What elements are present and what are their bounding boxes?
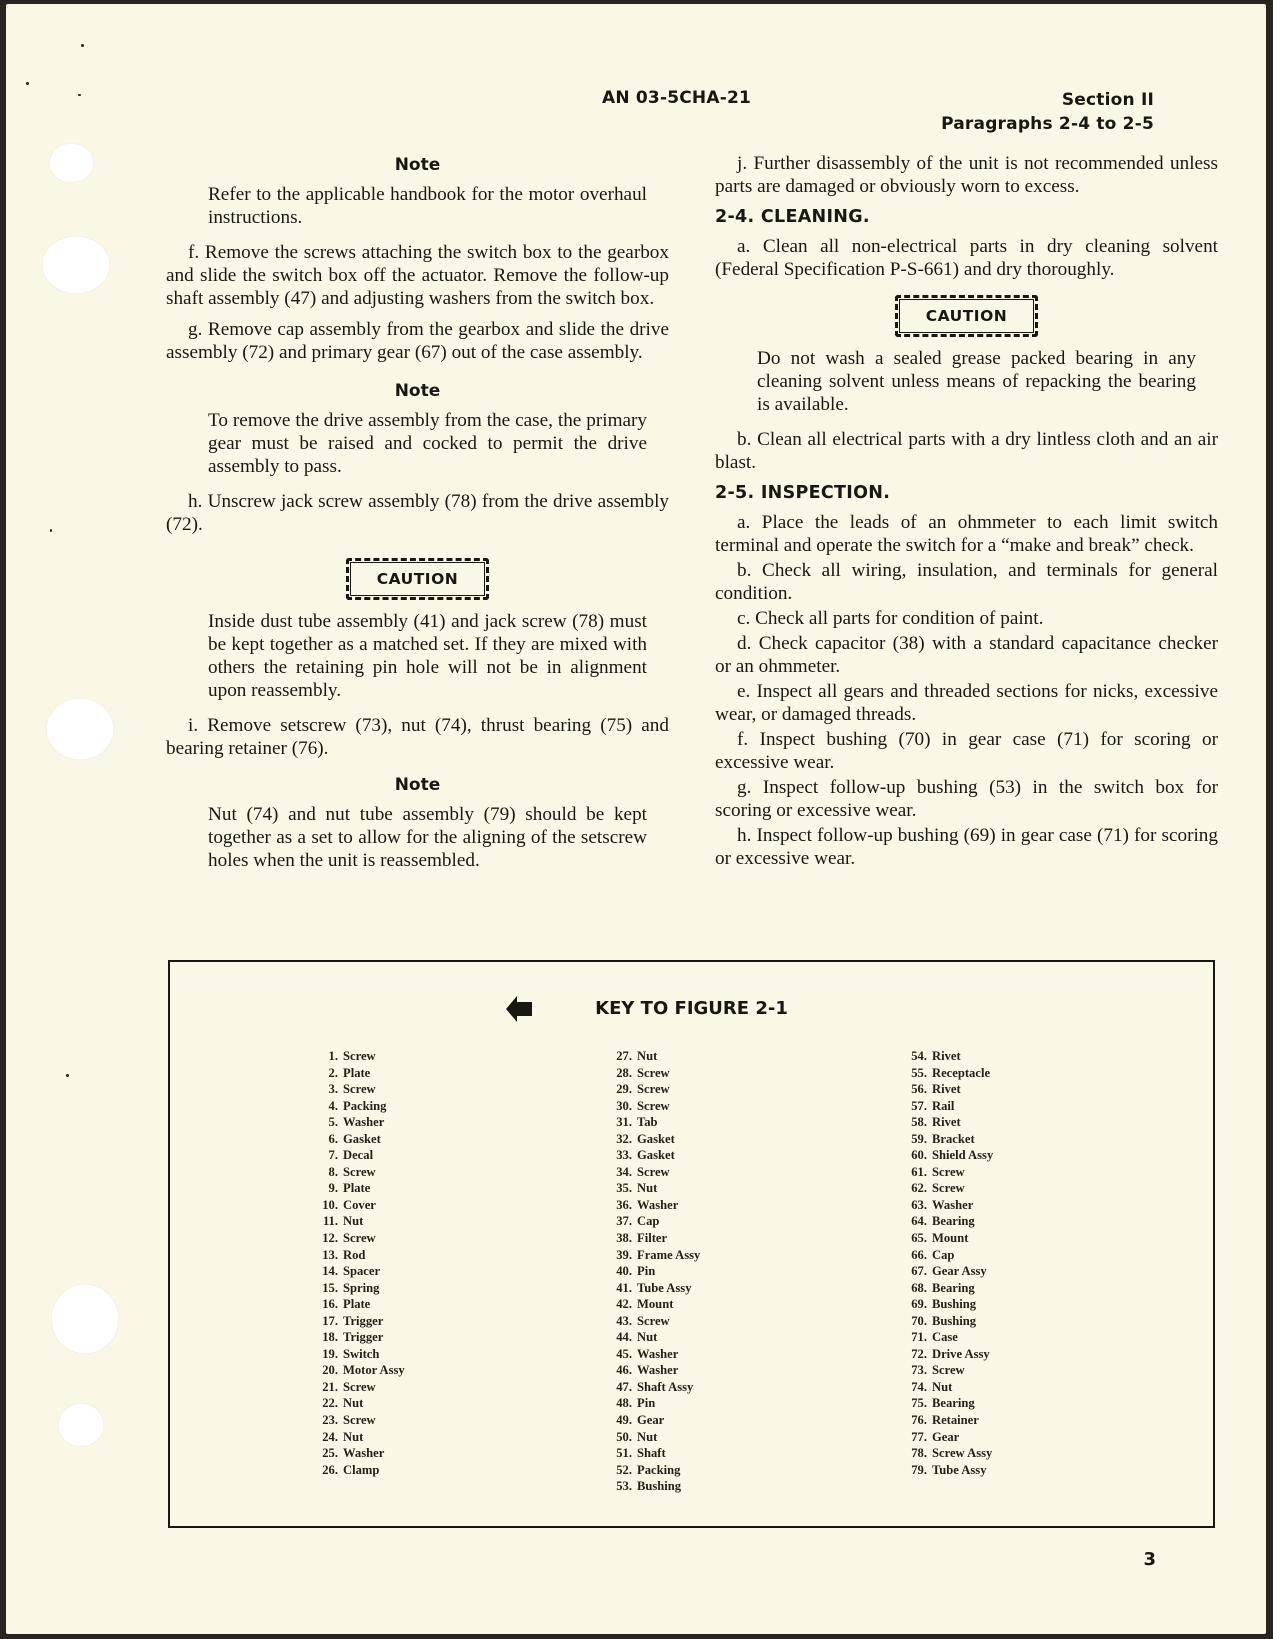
- speck: [66, 1074, 69, 1077]
- key-item-number: 73.: [911, 1363, 927, 1378]
- inspection-step: a. Place the leads of an ohmmeter to each limit switch terminal and operate the switch for a “make and break” check.: [715, 512, 1218, 556]
- caution-body: Do not wash a sealed grease packed bearing in any cleaning solvent unless means of repacking the bearing is available.: [757, 348, 1196, 415]
- caution-body: Inside dust tube assembly (41) and jack screw (78) must be kept together as a matched set. If they are mixed with others the retaining pin hole will not be in alignment upon reassembly.: [208, 611, 647, 701]
- speck: [78, 94, 81, 96]
- key-item-number: 29.: [616, 1082, 632, 1097]
- key-item-number: 28.: [616, 1065, 632, 1080]
- key-item-number: 50.: [616, 1429, 632, 1444]
- key-item: [610, 1313, 700, 1330]
- inspection-step: f. Inspect bushing (70) in gear case (71) for scoring or excessive wear.: [715, 729, 1218, 773]
- key-item-name: Screw: [637, 1164, 670, 1179]
- key-item-name: Clamp: [343, 1462, 380, 1477]
- key-item-number: 57.: [911, 1098, 927, 1113]
- key-item-name: Plate: [343, 1297, 371, 1312]
- binder-hole: [42, 236, 110, 294]
- key-item-name: Tube Assy: [932, 1462, 987, 1477]
- key-item: [610, 1131, 700, 1148]
- key-item: [905, 1429, 993, 1446]
- key-item-number: 33.: [616, 1148, 632, 1163]
- key-item-number: 54.: [911, 1049, 927, 1063]
- key-item-number: 24.: [322, 1429, 338, 1444]
- key-item-number: 19.: [322, 1346, 338, 1361]
- key-item-name: Cap: [932, 1247, 955, 1262]
- key-item-number: 63.: [911, 1197, 927, 1212]
- key-item-name: Nut: [637, 1049, 658, 1063]
- key-item-name: Gasket: [637, 1148, 675, 1163]
- key-item-number: 66.: [911, 1247, 927, 1262]
- key-item: [905, 1329, 993, 1346]
- step-j: j. Further disassembly of the unit is not recommended unless parts are damaged or obviously worn to excess.: [715, 153, 1218, 197]
- key-item-name: Retainer: [932, 1413, 979, 1428]
- key-item-number: 9.: [328, 1181, 338, 1196]
- key-column-1: [316, 1048, 405, 1478]
- key-item-number: 59.: [911, 1131, 927, 1146]
- key-item-name: Screw: [932, 1363, 965, 1378]
- key-item: [316, 1362, 405, 1379]
- key-item-name: Gear Assy: [932, 1264, 987, 1279]
- key-item-name: Screw: [343, 1413, 376, 1428]
- key-item-number: 22.: [322, 1396, 338, 1411]
- binder-hole: [49, 143, 94, 183]
- key-item: [905, 1379, 993, 1396]
- key-item-name: Shield Assy: [932, 1148, 994, 1163]
- key-item-number: 53.: [616, 1479, 632, 1494]
- key-item-name: Bushing: [932, 1313, 977, 1328]
- key-item-number: 10.: [322, 1197, 338, 1212]
- key-item-name: Rail: [932, 1098, 955, 1113]
- step-g: g. Remove cap assembly from the gearbox and slide the drive assembly (72) and primary gear (67) out of the case assembly.: [166, 319, 669, 363]
- key-item-name: Motor Assy: [343, 1363, 405, 1378]
- key-item: [316, 1164, 405, 1181]
- key-item: [316, 1230, 405, 1247]
- key-item-name: Rod: [343, 1247, 366, 1262]
- key-item-number: 3.: [328, 1082, 338, 1097]
- key-item-name: Cap: [637, 1214, 660, 1229]
- key-item-number: 49.: [616, 1413, 632, 1428]
- key-item-name: Screw: [343, 1164, 376, 1179]
- key-item-number: 12.: [322, 1231, 338, 1246]
- key-item-number: 8.: [328, 1164, 338, 1179]
- key-item: [316, 1445, 405, 1462]
- key-item: [316, 1213, 405, 1230]
- key-item: [905, 1213, 993, 1230]
- key-item-name: Gear: [932, 1429, 960, 1444]
- key-item-number: 46.: [616, 1363, 632, 1378]
- key-item: [610, 1462, 700, 1479]
- key-item-name: Rivet: [932, 1082, 961, 1097]
- key-item-number: 2.: [328, 1065, 338, 1080]
- key-item-number: 78.: [911, 1446, 927, 1461]
- key-item: [316, 1412, 405, 1429]
- key-item-number: 17.: [322, 1313, 338, 1328]
- key-item-name: Gasket: [637, 1131, 675, 1146]
- key-item: [610, 1114, 700, 1131]
- key-item-name: Trigger: [343, 1313, 384, 1328]
- key-item: [316, 1048, 405, 1065]
- caution-label: CAUTION: [346, 558, 489, 600]
- key-item: [905, 1180, 993, 1197]
- key-item: [905, 1048, 993, 1065]
- key-item: [905, 1346, 993, 1363]
- paragraphs-label: Paragraphs 2-4 to 2-5: [941, 114, 1154, 134]
- key-item: [316, 1296, 405, 1313]
- section-heading-cleaning: 2-4. CLEANING.: [715, 207, 870, 227]
- key-item-name: Screw: [343, 1082, 376, 1097]
- key-item-name: Bearing: [932, 1214, 975, 1229]
- key-item-name: Screw: [637, 1082, 670, 1097]
- step-h: h. Unscrew jack screw assembly (78) from the drive assembly (72).: [166, 491, 669, 535]
- key-item-number: 40.: [616, 1264, 632, 1279]
- key-item-number: 76.: [911, 1413, 927, 1428]
- key-item-number: 60.: [911, 1148, 927, 1163]
- key-item-name: Nut: [343, 1396, 364, 1411]
- step-i: i. Remove setscrew (73), nut (74), thrust bearing (75) and bearing retainer (76).: [166, 715, 669, 759]
- key-item: [316, 1395, 405, 1412]
- key-item-number: 26.: [322, 1462, 338, 1477]
- key-item: [905, 1263, 993, 1280]
- key-item: [905, 1313, 993, 1330]
- key-item-number: 35.: [616, 1181, 632, 1196]
- key-item-name: Washer: [637, 1363, 679, 1378]
- key-item-name: Screw: [343, 1231, 376, 1246]
- key-item: [316, 1147, 405, 1164]
- key-item-name: Washer: [637, 1197, 679, 1212]
- key-item-number: 23.: [322, 1413, 338, 1428]
- key-item: [610, 1230, 700, 1247]
- key-item-name: Bearing: [932, 1396, 975, 1411]
- key-item-name: Decal: [343, 1148, 374, 1163]
- key-item: [610, 1478, 700, 1495]
- key-item-name: Switch: [343, 1346, 380, 1361]
- cleaning-step-b: b. Clean all electrical parts with a dry lintless cloth and an air blast.: [715, 429, 1218, 473]
- key-item: [610, 1180, 700, 1197]
- key-item: [316, 1098, 405, 1115]
- key-item-name: Bracket: [932, 1131, 975, 1146]
- key-item-number: 44.: [616, 1330, 632, 1345]
- key-item: [610, 1346, 700, 1363]
- caution-banner: [715, 295, 1218, 337]
- key-item-name: Washer: [343, 1446, 385, 1461]
- key-item: [610, 1429, 700, 1446]
- key-item-number: 52.: [616, 1462, 632, 1477]
- key-item-name: Drive Assy: [932, 1346, 990, 1361]
- key-item: [610, 1197, 700, 1214]
- key-item: [905, 1445, 993, 1462]
- key-item-name: Gasket: [343, 1131, 381, 1146]
- key-item-name: Pin: [637, 1396, 656, 1411]
- key-item: [610, 1247, 700, 1264]
- key-item: [610, 1280, 700, 1297]
- key-item: [316, 1131, 405, 1148]
- key-item-number: 5.: [328, 1115, 338, 1130]
- key-column-3: [905, 1048, 993, 1478]
- key-item-number: 18.: [322, 1330, 338, 1345]
- key-item-name: Nut: [932, 1379, 953, 1394]
- key-item-name: Packing: [637, 1462, 681, 1477]
- key-item-number: 74.: [911, 1379, 927, 1394]
- key-item-number: 25.: [322, 1446, 338, 1461]
- key-item: [610, 1147, 700, 1164]
- key-item-name: Screw: [637, 1313, 670, 1328]
- key-item-number: 4.: [328, 1098, 338, 1113]
- step-f: f. Remove the screws attaching the switch box to the gearbox and slide the switch box off the actuator. Remove the follow-up shaft assembly (47) and adjusting washers from the switch box.: [166, 242, 669, 309]
- key-item-name: Tab: [637, 1115, 658, 1130]
- document-page: [6, 4, 1266, 1634]
- key-item: [905, 1230, 993, 1247]
- key-item-name: Washer: [932, 1197, 974, 1212]
- inspection-step: h. Inspect follow-up bushing (69) in gear case (71) for scoring or excessive wear.: [715, 825, 1218, 869]
- key-item: [316, 1280, 405, 1297]
- key-item: [905, 1280, 993, 1297]
- key-item-number: 58.: [911, 1115, 927, 1130]
- key-item-number: 6.: [328, 1131, 338, 1146]
- key-item: [610, 1412, 700, 1429]
- key-item-number: 71.: [911, 1330, 927, 1345]
- inspection-step: d. Check capacitor (38) with a standard capacitance checker or an ohmmeter.: [715, 633, 1218, 677]
- key-item: [610, 1164, 700, 1181]
- key-item-number: 45.: [616, 1346, 632, 1361]
- key-item-number: 14.: [322, 1264, 338, 1279]
- key-item-number: 64.: [911, 1214, 927, 1229]
- key-item-number: 38.: [616, 1231, 632, 1246]
- speck: [81, 44, 84, 47]
- key-column-2: [610, 1048, 700, 1495]
- key-item: [905, 1164, 993, 1181]
- key-item: [905, 1395, 993, 1412]
- key-item-number: 68.: [911, 1280, 927, 1295]
- key-item-name: Cover: [343, 1197, 376, 1212]
- key-item: [316, 1462, 405, 1479]
- key-item-name: Screw: [932, 1181, 965, 1196]
- right-column: [715, 152, 1218, 872]
- key-item-number: 30.: [616, 1098, 632, 1113]
- key-item: [610, 1213, 700, 1230]
- key-item: [905, 1081, 993, 1098]
- key-item: [316, 1346, 405, 1363]
- key-item: [316, 1247, 405, 1264]
- key-item-number: 43.: [616, 1313, 632, 1328]
- key-item: [610, 1329, 700, 1346]
- key-item-number: 36.: [616, 1197, 632, 1212]
- key-item: [905, 1147, 993, 1164]
- key-item-number: 16.: [322, 1297, 338, 1312]
- key-item-name: Mount: [932, 1231, 969, 1246]
- key-item-name: Tube Assy: [637, 1280, 692, 1295]
- key-item-number: 27.: [616, 1049, 632, 1063]
- key-item-name: Washer: [343, 1115, 385, 1130]
- key-item-name: Frame Assy: [637, 1247, 701, 1262]
- key-item: [905, 1065, 993, 1082]
- key-item: [316, 1197, 405, 1214]
- key-item-number: 77.: [911, 1429, 927, 1444]
- key-item-name: Washer: [637, 1346, 679, 1361]
- inspection-step: e. Inspect all gears and threaded sections for nicks, excessive wear, or damaged threads.: [715, 681, 1218, 725]
- key-item-name: Screw: [343, 1049, 376, 1063]
- key-item-number: 70.: [911, 1313, 927, 1328]
- key-item-number: 56.: [911, 1082, 927, 1097]
- speck: [26, 82, 29, 85]
- key-item: [905, 1114, 993, 1131]
- key-item: [316, 1065, 405, 1082]
- key-item-name: Screw Assy: [932, 1446, 993, 1461]
- key-item: [610, 1296, 700, 1313]
- binder-hole: [58, 1403, 104, 1447]
- key-item-number: 48.: [616, 1396, 632, 1411]
- key-item-name: Rivet: [932, 1049, 961, 1063]
- note-heading: Note: [394, 775, 441, 795]
- key-item: [316, 1313, 405, 1330]
- speck: [50, 529, 52, 532]
- section-label: Section II: [1061, 90, 1154, 110]
- note-body: Refer to the applicable handbook for the motor overhaul instructions.: [208, 184, 647, 228]
- inspection-step: g. Inspect follow-up bushing (53) in the switch box for scoring or excessive wear.: [715, 777, 1218, 821]
- key-item: [610, 1081, 700, 1098]
- key-item-name: Plate: [343, 1065, 371, 1080]
- key-item-number: 1.: [328, 1049, 338, 1063]
- key-item: [905, 1296, 993, 1313]
- binder-hole: [51, 1284, 119, 1354]
- key-item-name: Receptacle: [932, 1065, 991, 1080]
- key-item-number: 15.: [322, 1280, 338, 1295]
- key-item-name: Pin: [637, 1264, 656, 1279]
- key-item-number: 42.: [616, 1297, 632, 1312]
- key-item-number: 69.: [911, 1297, 927, 1312]
- binder-hole: [46, 698, 114, 760]
- key-item: [316, 1429, 405, 1446]
- key-item-number: 67.: [911, 1264, 927, 1279]
- section-header: [941, 88, 1154, 136]
- page-number: 3: [1143, 1549, 1156, 1570]
- key-item-number: 13.: [322, 1247, 338, 1262]
- key-item: [610, 1445, 700, 1462]
- key-item-number: 75.: [911, 1396, 927, 1411]
- key-item: [610, 1065, 700, 1082]
- key-item-number: 47.: [616, 1379, 632, 1394]
- key-item-number: 65.: [911, 1231, 927, 1246]
- key-item-number: 72.: [911, 1346, 927, 1361]
- left-column: [166, 152, 669, 884]
- caution-label: CAUTION: [895, 295, 1038, 337]
- key-item-name: Packing: [343, 1098, 387, 1113]
- key-item-name: Bushing: [637, 1479, 682, 1494]
- key-item: [610, 1395, 700, 1412]
- key-item-name: Mount: [637, 1297, 674, 1312]
- key-item: [905, 1098, 993, 1115]
- note-heading: Note: [394, 381, 441, 401]
- key-item-number: 32.: [616, 1131, 632, 1146]
- key-item-number: 37.: [616, 1214, 632, 1229]
- key-item: [905, 1197, 993, 1214]
- key-item-number: 61.: [911, 1164, 927, 1179]
- key-item-number: 79.: [911, 1462, 927, 1477]
- key-item-name: Shaft: [637, 1446, 666, 1461]
- inspection-step: c. Check all parts for condition of paint.: [737, 608, 1044, 629]
- key-item-number: 55.: [911, 1065, 927, 1080]
- figure-key-box: [168, 960, 1215, 1528]
- key-item-name: Nut: [637, 1330, 658, 1345]
- key-item: [610, 1362, 700, 1379]
- key-item-name: Case: [932, 1330, 958, 1345]
- key-item: [610, 1379, 700, 1396]
- key-item-name: Screw: [932, 1164, 965, 1179]
- key-item: [905, 1131, 993, 1148]
- key-item: [316, 1263, 405, 1280]
- key-item-number: 21.: [322, 1379, 338, 1394]
- note-body: Nut (74) and nut tube assembly (79) should be kept together as a set to allow for the aligning of the setscrew holes when the unit is reassembled.: [208, 804, 647, 871]
- key-item: [316, 1081, 405, 1098]
- inspection-step: b. Check all wiring, insulation, and terminals for general condition.: [715, 560, 1218, 604]
- key-item: [610, 1098, 700, 1115]
- key-item-number: 34.: [616, 1164, 632, 1179]
- key-title: KEY TO FIGURE 2-1: [595, 998, 788, 1019]
- key-item-name: Gear: [637, 1413, 665, 1428]
- key-item-name: Trigger: [343, 1330, 384, 1345]
- section-heading-inspection: 2-5. INSPECTION.: [715, 483, 891, 503]
- key-item-name: Filter: [637, 1231, 668, 1246]
- key-item-name: Bearing: [932, 1280, 975, 1295]
- key-item-name: Screw: [343, 1379, 376, 1394]
- key-item-name: Spacer: [343, 1264, 381, 1279]
- note-heading: Note: [394, 155, 441, 175]
- key-item: [316, 1114, 405, 1131]
- key-item: [316, 1329, 405, 1346]
- key-item: [905, 1462, 993, 1479]
- key-item-name: Nut: [637, 1181, 658, 1196]
- note-body: To remove the drive assembly from the case, the primary gear must be raised and cocked to permit the drive assembly to pass.: [208, 410, 647, 477]
- key-item-name: Nut: [343, 1214, 364, 1229]
- key-item: [316, 1379, 405, 1396]
- key-item-number: 62.: [911, 1181, 927, 1196]
- key-item-number: 7.: [328, 1148, 338, 1163]
- key-item-number: 39.: [616, 1247, 632, 1262]
- caution-banner: [166, 558, 669, 600]
- key-item-name: Rivet: [932, 1115, 961, 1130]
- key-item-name: Nut: [637, 1429, 658, 1444]
- key-item: [610, 1048, 700, 1065]
- document-number: AN 03-5CHA-21: [602, 88, 752, 108]
- key-item-name: Screw: [637, 1098, 670, 1113]
- key-item-name: Nut: [343, 1429, 364, 1444]
- key-item: [905, 1412, 993, 1429]
- key-item-name: Bushing: [932, 1297, 977, 1312]
- key-item-name: Plate: [343, 1181, 371, 1196]
- key-item-number: 41.: [616, 1280, 632, 1295]
- key-item: [610, 1263, 700, 1280]
- key-item-number: 31.: [616, 1115, 632, 1130]
- key-item-name: Shaft Assy: [637, 1379, 694, 1394]
- key-item-name: Spring: [343, 1280, 380, 1295]
- key-item-name: Screw: [637, 1065, 670, 1080]
- key-item: [905, 1247, 993, 1264]
- key-item: [905, 1362, 993, 1379]
- key-item-number: 20.: [322, 1363, 338, 1378]
- cleaning-step-a: a. Clean all non-electrical parts in dry cleaning solvent (Federal Specification P-S-661) and dry thoroughly.: [715, 236, 1218, 280]
- key-item: [316, 1180, 405, 1197]
- key-item-number: 51.: [616, 1446, 632, 1461]
- key-item-number: 11.: [322, 1214, 338, 1229]
